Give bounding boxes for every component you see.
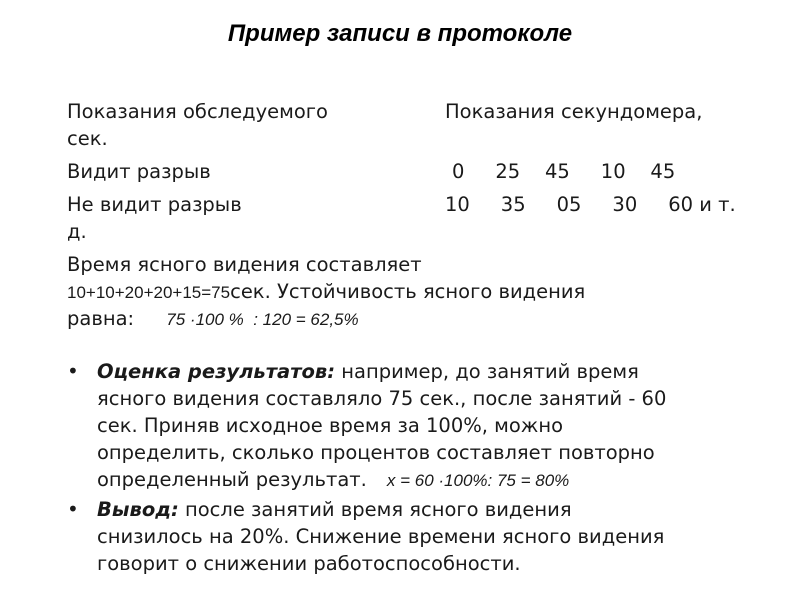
result-formula: x = 60 ·100%: 75 = 80% [386,471,570,490]
summary-line-3 [67,305,767,332]
list-item [67,496,767,577]
header-left: Показания обследуемого [67,100,328,123]
row-label: Видит разрыв [67,160,211,183]
bullet-icon: • [67,497,79,521]
row-wrap [67,218,767,245]
bullet-line: снизилось на 20%. Снижение времени ясного видения [97,525,665,548]
bullet-lead: Вывод [97,498,171,521]
summary-line-1 [67,251,767,278]
row-label: Не видит разрыв [67,193,242,216]
list-item [67,358,767,494]
row-wrap-text: д. [67,220,87,243]
header-wrap [67,125,767,152]
bullet-line: определить, сколько процентов составляет повторно [97,441,655,464]
bullet-list [67,358,767,579]
bullet-icon: • [67,359,79,383]
bullet-line: говорит о снижении работоспособности. [97,552,521,575]
stability-formula: 75 ·100 % : 120 = 62,5% [166,310,359,329]
summary-text: Время ясного видения составляет [67,253,422,276]
bullet-line [97,496,767,523]
bullet-line [97,466,767,494]
table-row [67,158,767,185]
bullet-text: например, до занятий время [335,360,639,383]
bullet-line: сек. Приняв исходное время за 100%, можно [97,414,564,437]
bullet-line: ясного видения составляло 75 сек., после занятий - 60 [97,387,667,410]
summary-prefix: равна: [67,307,135,330]
bullet-lead: Оценка результатов [97,360,328,383]
summary-line-2 [67,278,767,305]
sum-expression: 10+10+20+20+15=75 [67,283,231,302]
bullet-colon: : [327,360,336,383]
header-wrap-text: сек. [67,127,108,150]
table-row [67,191,767,218]
page-title: Пример записи в протоколе [227,20,573,47]
bullet-line [97,358,767,385]
bullet-text: после занятий время ясного видения [178,498,572,521]
row-values: 0 25 45 10 45 [452,160,676,183]
protocol-table [67,98,767,332]
row-values: 10 35 05 30 60 и т. [445,193,736,216]
bullet-text: определенный результат. [97,468,367,491]
bullet-colon: : [170,498,179,521]
summary-text: сек. Устойчивость ясного видения [230,280,586,303]
header-right: Показания секундомера, [445,100,703,123]
header-row [67,98,767,125]
